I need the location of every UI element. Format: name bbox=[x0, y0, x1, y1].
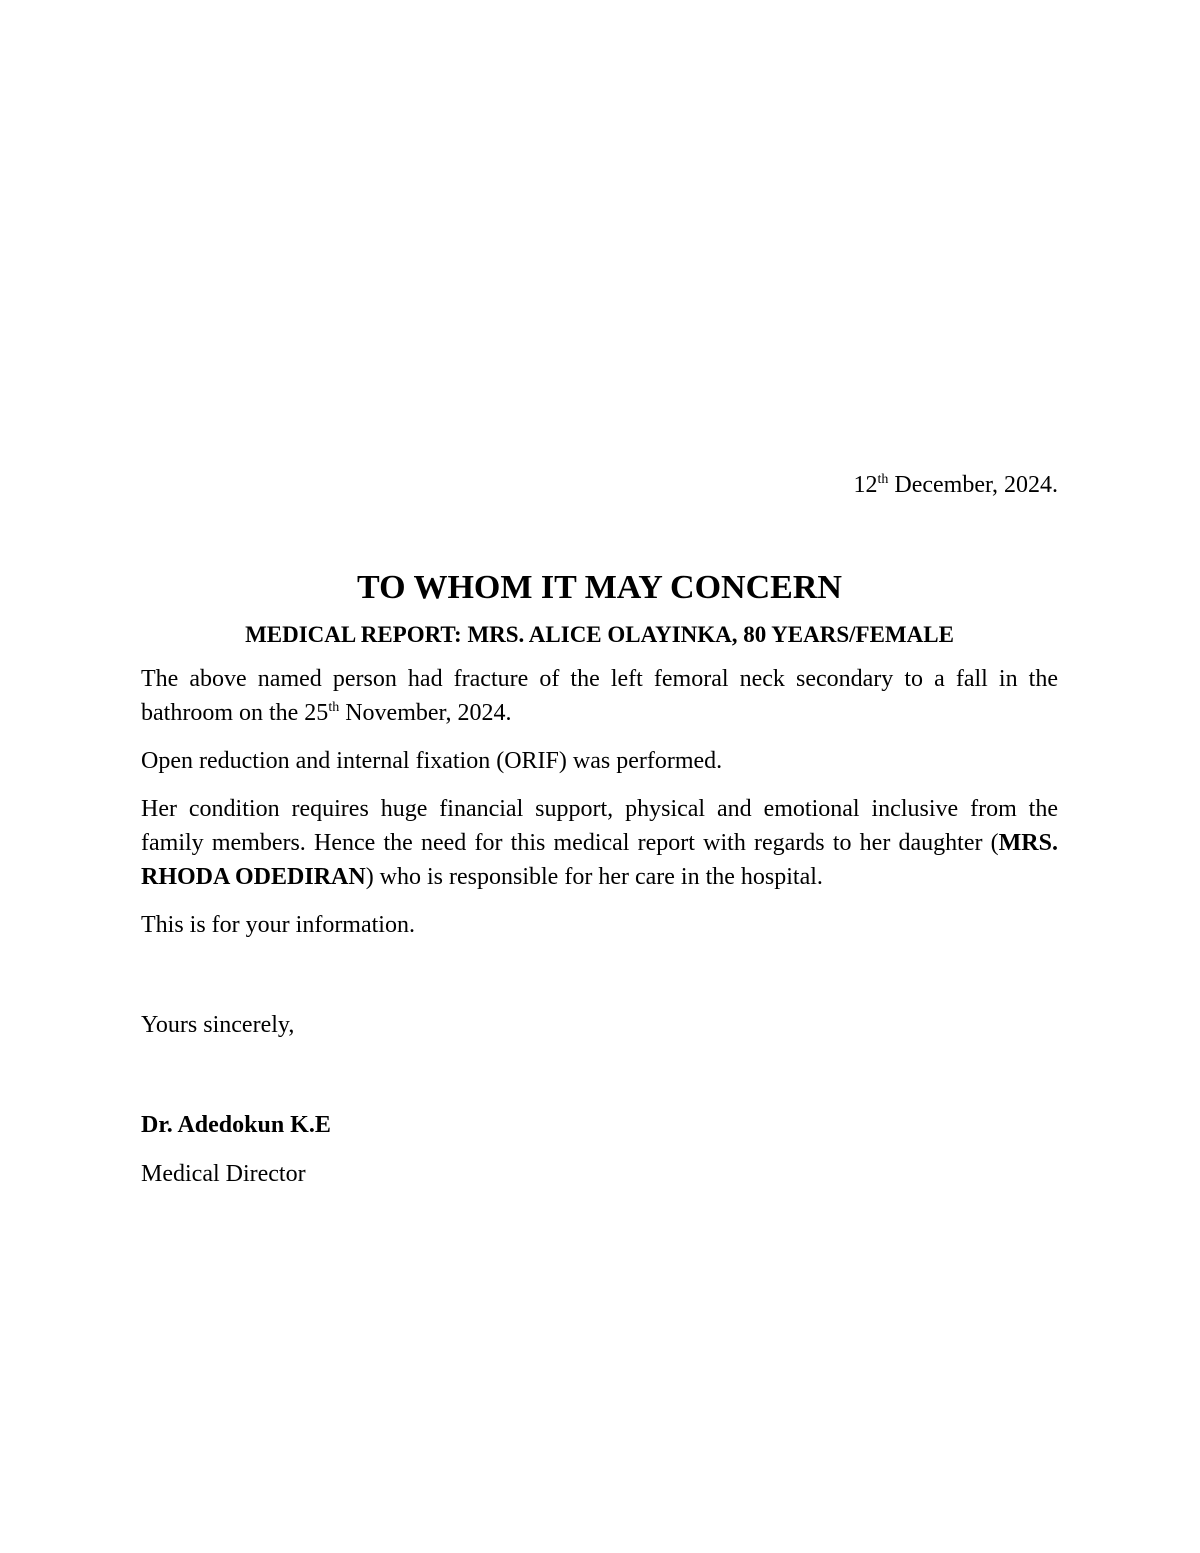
report-subject: MEDICAL REPORT: MRS. ALICE OLAYINKA, 80 YEARS/FEMALE bbox=[245, 622, 954, 647]
signatory-name: Dr. Adedokun K.E bbox=[141, 1112, 331, 1138]
letter-body bbox=[141, 468, 1058, 1191]
paragraph-condition bbox=[141, 792, 1058, 894]
closing-salutation: Yours sincerely, bbox=[141, 1012, 295, 1038]
signatory-title: Medical Director bbox=[141, 1161, 306, 1187]
paragraph-diagnosis-text: The above named person had fracture of the left femoral neck secondary to a fall in the bathroom on the 25 bbox=[141, 666, 1058, 726]
daughter-name: MRS. RHODA ODEDIRAN bbox=[141, 830, 1058, 890]
paragraph-condition-text: Her condition requires huge financial support, physical and emotional inclusive from the family members. Hence the need for this medical report with regards to her daughter ( bbox=[141, 796, 1058, 856]
date-rest: December, 2024. bbox=[888, 472, 1058, 498]
date-day: 12 bbox=[853, 472, 878, 498]
paragraph-procedure: Open reduction and internal fixation (ORIF) was performed. bbox=[141, 748, 723, 774]
paragraph-diagnosis-suffix: th bbox=[328, 700, 340, 715]
paragraph-condition-end: ) who is responsible for her care in the hospital. bbox=[365, 864, 823, 890]
letter-date bbox=[141, 468, 1058, 502]
paragraph-diagnosis bbox=[141, 662, 1058, 730]
date-day-suffix: th bbox=[877, 472, 889, 487]
paragraph-diagnosis-date: November, 2024. bbox=[339, 700, 512, 726]
letter-heading: TO WHOM IT MAY CONCERN bbox=[357, 569, 842, 606]
paragraph-information: This is for your information. bbox=[141, 912, 415, 938]
